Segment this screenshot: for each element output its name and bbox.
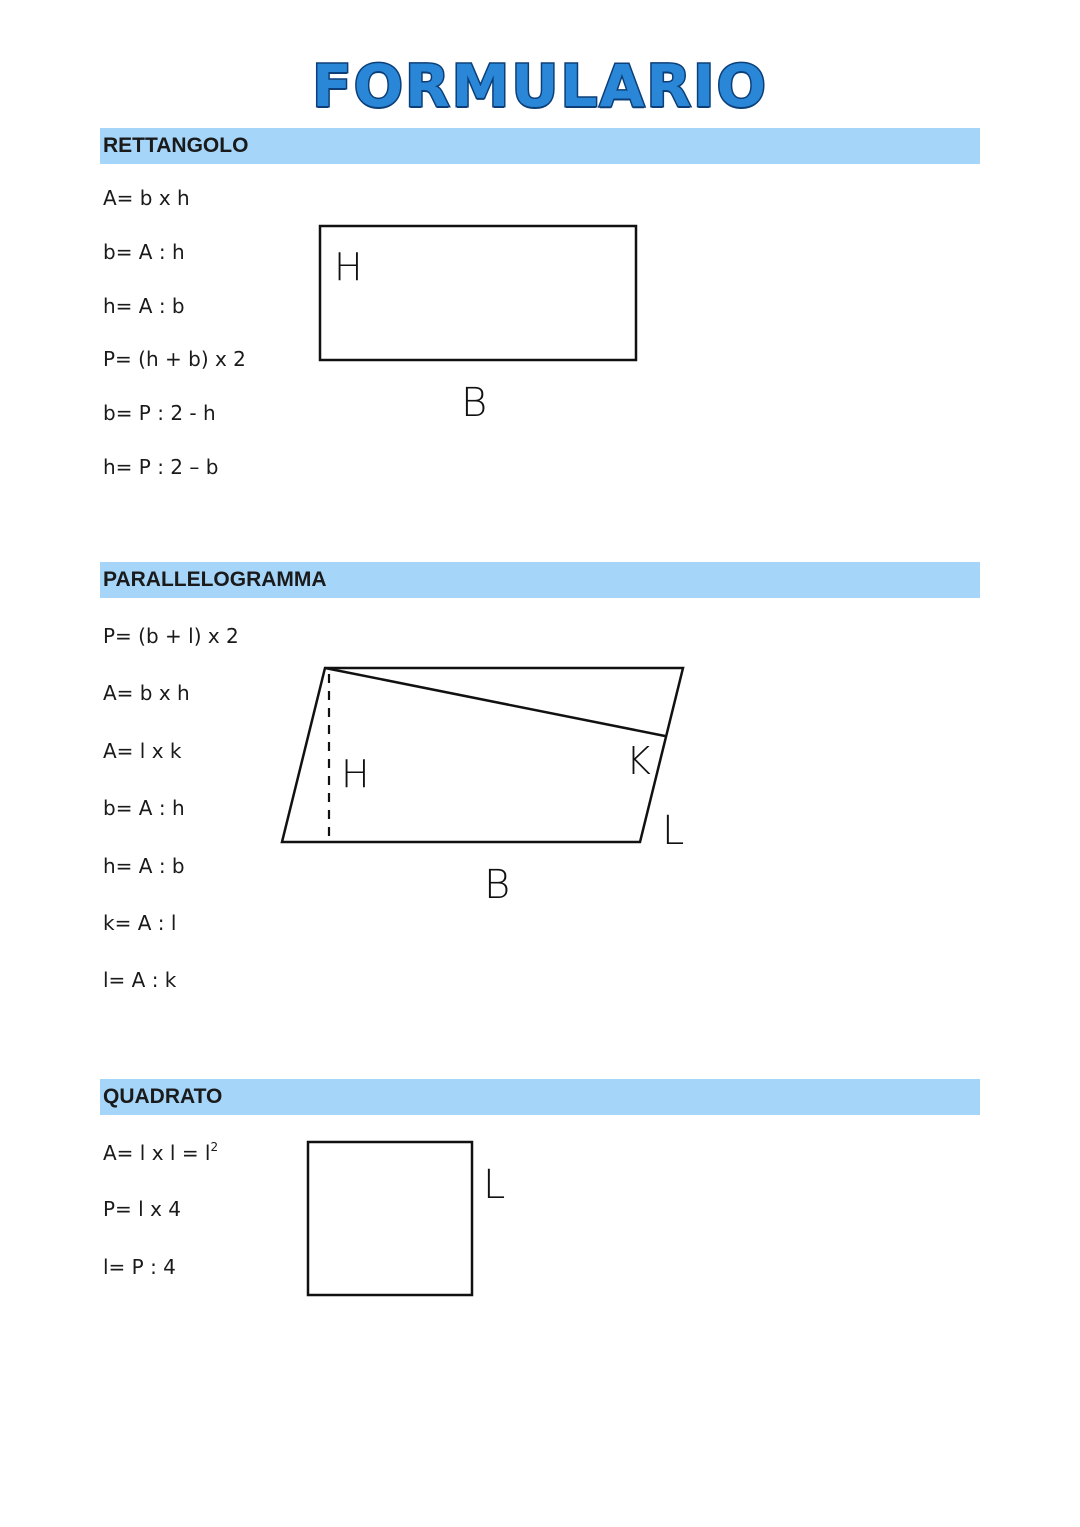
parallelogramma-base-label: B (484, 862, 511, 908)
parallelogramma-height-label: H (341, 752, 370, 796)
formula-parallelogramma-area-lk: A= l x k (103, 739, 182, 763)
rettangolo-base-label: B (461, 380, 488, 426)
formula-rettangolo-height: h= A : b (103, 294, 185, 318)
formula-parallelogramma-perimeter: P= (b + l) x 2 (103, 624, 239, 648)
formula-rettangolo-area: A= b x h (103, 186, 190, 210)
section-heading-parallelogramma: PARALLELOGRAMMA (100, 562, 980, 598)
formula-quadrato-perimeter: P= l x 4 (103, 1197, 182, 1221)
page-title: FORMULARIO (312, 52, 768, 120)
rettangolo-height-label: H (334, 245, 363, 289)
formula-parallelogramma-height: h= A : b (103, 854, 185, 878)
parallelogramma-side-label: L (662, 808, 685, 854)
formula-parallelogramma-k: k= A : l (103, 911, 177, 935)
parallelogramma-side-height-label: K (626, 739, 651, 783)
formula-parallelogramma-l: l= A : k (103, 968, 177, 992)
square-shape (308, 1142, 472, 1295)
formula-quadrato-area-exponent: 2 (210, 1140, 219, 1154)
formula-rettangolo-base-from-perimeter: b= P : 2 - h (103, 401, 216, 425)
formula-quadrato-side: l= P : 4 (103, 1255, 176, 1279)
parallelogram-side-height-line (325, 668, 665, 736)
quadrato-side-label: L (483, 1162, 506, 1208)
formula-rettangolo-height-from-perimeter: h= P : 2 – b (103, 455, 219, 479)
formula-rettangolo-base: b= A : h (103, 240, 185, 264)
section-heading-rettangolo: RETTANGOLO (100, 128, 980, 164)
section-heading-quadrato: QUADRATO (100, 1079, 980, 1115)
formula-rettangolo-perimeter: P= (h + b) x 2 (103, 347, 246, 371)
rectangle-shape (320, 226, 636, 360)
formula-parallelogramma-base: b= A : h (103, 796, 185, 820)
formula-parallelogramma-area-bh: A= b x h (103, 681, 190, 705)
formula-quadrato-area (103, 1140, 218, 1165)
formula-quadrato-area-text: A= l x l = l (103, 1141, 211, 1165)
